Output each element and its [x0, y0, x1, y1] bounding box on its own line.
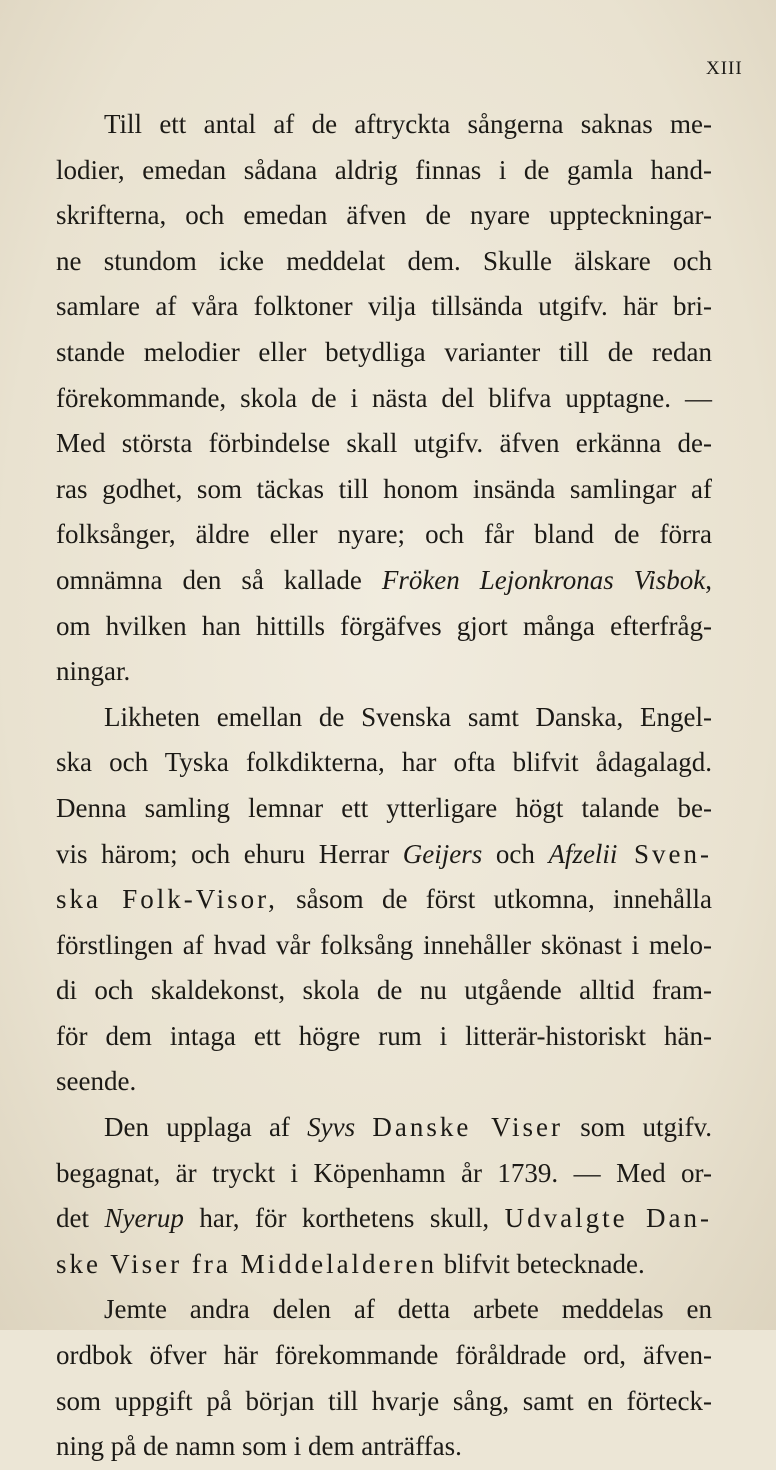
- text-segment: som utgifv.: [563, 1112, 712, 1143]
- text-line: [56, 1105, 712, 1151]
- work-title: ske Viser fra Middelalderen: [56, 1248, 438, 1279]
- text-line: ras godhet, som täckas till honom insända samlingar af: [56, 473, 712, 504]
- text-line: [56, 1196, 712, 1242]
- text-line: [56, 558, 712, 604]
- text-segment: omnämna den så kallade: [56, 564, 382, 595]
- body-text: [56, 102, 712, 1470]
- text-line: folksånger, äldre eller nyare; och får bland de förra: [56, 519, 712, 550]
- text-segment: vis härom; och ehuru Herrar: [56, 838, 403, 869]
- author-name: Afzelii: [548, 838, 618, 869]
- text-line: ska och Tyska folkdikterna, har ofta blifvit ådagalagd.: [56, 747, 712, 778]
- text-line: Jemte andra delen af detta arbete meddelas en: [104, 1294, 712, 1325]
- text-segment: Sven-: [617, 838, 713, 869]
- text-line: samlare af våra folktoner vilja tillsända utgifv. här bri-: [56, 291, 712, 322]
- text-line: ningar.: [56, 656, 131, 687]
- text-segment: Den upplaga af: [104, 1112, 308, 1143]
- text-line: skrifterna, och emedan äfven de nyare uppteckningar-: [56, 200, 712, 231]
- text-line: förekommande, skola de i nästa del blifva upptagne. —: [56, 382, 712, 413]
- text-segment: det: [56, 1203, 105, 1234]
- author-name: Syvs: [307, 1112, 356, 1143]
- text-segment: och: [482, 838, 549, 869]
- text-line: som uppgift på början till hvarje sång, samt en förteck-: [56, 1385, 712, 1416]
- text-line: Till ett antal af de aftryckta sångerna saknas me-: [104, 109, 712, 139]
- text-segment: har, för korthetens skull,: [183, 1203, 505, 1234]
- text-line: Med största förbindelse skall utgifv. äfven erkänna de-: [56, 428, 712, 459]
- work-title: ska Folk-Visor,: [56, 884, 278, 915]
- text-line: [56, 877, 712, 923]
- text-line: begagnat, är tryckt i Köpenhamn år 1739. — Med or-: [56, 1157, 712, 1188]
- text-line: seende.: [56, 1066, 137, 1097]
- author-name: Nyerup: [104, 1203, 184, 1234]
- text-line: lodier, emedan sådana aldrig finnas i de gamla hand-: [56, 154, 712, 185]
- text-line: ordbok öfver här förekommande föråldrade ord, äfven-: [56, 1340, 712, 1371]
- work-title: Udvalgte Dan-: [504, 1203, 712, 1234]
- text-line: ne stundom icke meddelat dem. Skulle älskare och: [56, 245, 712, 276]
- text-line: Denna samling lemnar ett ytterligare högt talande be-: [56, 792, 712, 823]
- text-line: för dem intaga ett högre rum i litterär-historiskt hän-: [56, 1020, 712, 1051]
- text-line: om hvilken han hittills förgäfves gjort många efterfråg-: [56, 610, 712, 641]
- text-line: stande melodier eller betydliga varianter till de redan: [56, 336, 712, 367]
- author-name: Geijers: [402, 838, 483, 869]
- text-segment: ,: [705, 564, 712, 595]
- text-line: Likheten emellan de Svenska samt Danska, Engel-: [104, 701, 712, 732]
- text-line: di och skaldekonst, skola de nu utgående alltid fram-: [56, 975, 712, 1006]
- text-line: ning på de namn som i dem anträffas.: [56, 1431, 462, 1462]
- text-segment: såsom de först utkomna, innehålla: [277, 884, 712, 915]
- text-segment: blifvit betecknade.: [437, 1248, 645, 1279]
- book-title: Fröken Lejonkronas Visbok: [381, 564, 706, 595]
- page-number: XIII: [706, 58, 743, 79]
- text-segment: [355, 1112, 372, 1142]
- text-line: [56, 1242, 712, 1288]
- text-line: [56, 832, 712, 878]
- work-title: Danske Viser: [372, 1112, 563, 1143]
- text-line: förstlingen af hvad vår folksång innehåller skönast i melo-: [56, 929, 712, 960]
